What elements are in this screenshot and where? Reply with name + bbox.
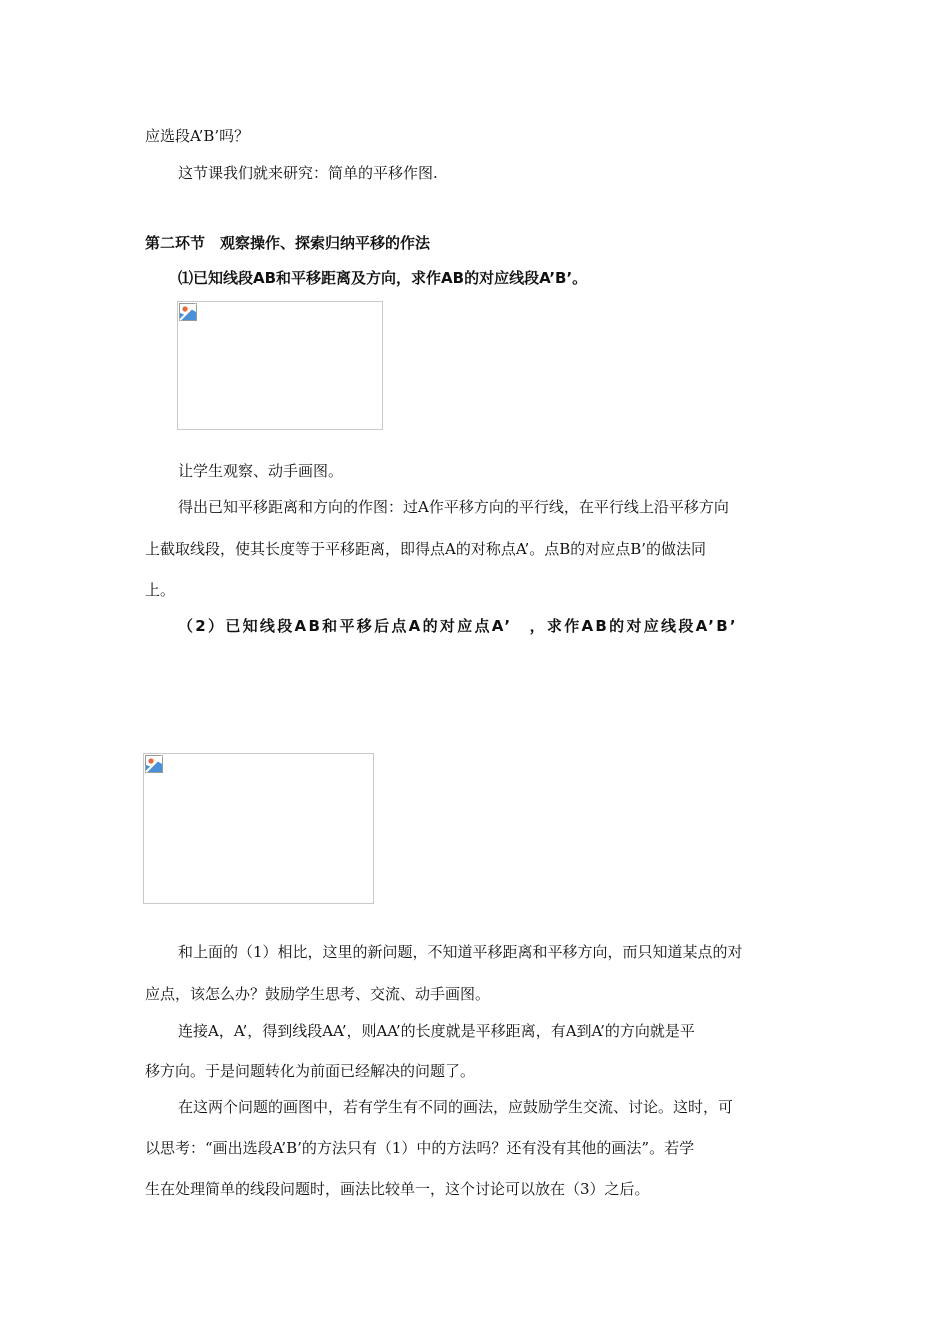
paragraph-text: 以思考：“画出选段A’B’的方法只有（1）中的方法吗？还有没有其他的画法”。若学 (145, 1139, 695, 1157)
paragraph-text: 连接A，A’，得到线段AA’，则AA’的长度就是平移距离，有A到A’的方向就是平 (178, 1022, 695, 1040)
problem-2-statement: （2）已知线段AB和平移后点A的对应点A’ ，求作AB的对应线段A’B’ (178, 617, 738, 635)
paragraph-text: 在这两个问题的画图中，若有学生有不同的画法，应鼓励学生交流、讨论。这时，可 (178, 1098, 734, 1116)
paragraph-text: 这节课我们就来研究：简单的平移作图. (178, 164, 438, 182)
figure-1-placeholder (177, 301, 383, 430)
paragraph-text: 移方向。于是问题转化为前面已经解决的问题了。 (145, 1062, 476, 1080)
paragraph-text: 和上面的（1）相比，这里的新问题，不知道平移距离和平移方向，而只知道某点的对 (178, 943, 743, 961)
problem-1-statement: ⑴已知线段AB和平移距离及方向，求作AB的对应线段A’B’。 (178, 269, 588, 287)
broken-image-icon (145, 755, 163, 773)
paragraph-text: 得出已知平移距离和方向的作图：过A作平移方向的平行线，在平行线上沿平移方向 (178, 498, 729, 516)
figure-2-placeholder (143, 753, 374, 904)
section-heading: 第二环节 观察操作、探索归纳平移的作法 (145, 234, 431, 252)
paragraph-text: 让学生观察、动手画图。 (178, 462, 344, 480)
paragraph-text: 上。 (145, 581, 176, 599)
paragraph-text: 应选段A’B’吗？ (145, 127, 250, 145)
paragraph-text: 应点，该怎么办？鼓励学生思考、交流、动手画图。 (145, 985, 491, 1003)
paragraph-text: 生在处理简单的线段问题时，画法比较单一，这个讨论可以放在（3）之后。 (145, 1180, 650, 1198)
paragraph-text: 上截取线段，使其长度等于平移距离，即得点A的对称点A’。点B的对应点B’的做法同 (145, 540, 707, 558)
broken-image-icon (179, 303, 197, 321)
